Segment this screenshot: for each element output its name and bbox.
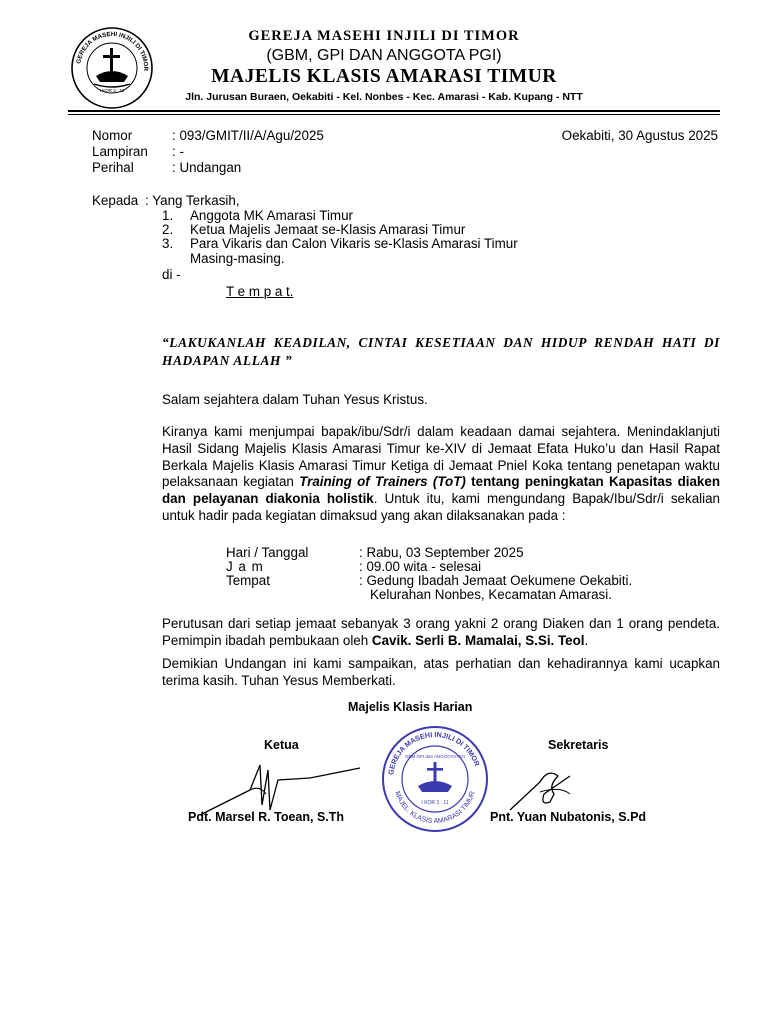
recipient-tempat: T e m p a t. bbox=[226, 284, 294, 299]
schedule-value-place: : Gedung Ibadah Jemaat Oekumene Oekabiti. bbox=[359, 573, 633, 588]
p1-intro: Kiranya kami menjumpai bapak/ibu/Sdr/i dalam keadaan damai sejahtera. Menindaklanjuti Hasil Sidang Majelis Klasis Amarasi Timur ke-XIV di Jemaat Efata Huko’u dan Hasil Rapat Berkala Majelis Klasis Amarasi Timur Ketiga di Jemaat Pniel Koka tentang penetapan waktu pelaksanaan kegiatan bbox=[162, 424, 720, 490]
perihal-value: : Undangan bbox=[172, 160, 242, 175]
salam: Salam sejahtera dalam Tuhan Yesus Kristus. bbox=[162, 392, 428, 407]
stamp-sub: GBM GPI dan ANGGOTA PGI bbox=[405, 754, 465, 759]
recipient-masing: Masing-masing. bbox=[190, 251, 285, 266]
recipient-di: di - bbox=[162, 267, 181, 282]
nomor-label: Nomor bbox=[92, 128, 133, 143]
recipient-num-3: 3. bbox=[162, 236, 174, 251]
lampiran-label: Lampiran bbox=[92, 144, 148, 159]
right-signer-title: Sekretaris bbox=[548, 738, 609, 752]
recipient-item-3: Para Vikaris dan Calon Vikaris se-Klasis Amarasi Timur bbox=[190, 236, 518, 251]
affiliation: (GBM, GPI DAN ANGGOTA PGI) bbox=[266, 47, 502, 64]
body-paragraph-1 bbox=[162, 424, 720, 525]
left-signer-title: Ketua bbox=[264, 738, 299, 752]
body-paragraph-2 bbox=[162, 616, 720, 650]
schedule-label-time: J a m bbox=[226, 559, 264, 574]
place-date: Oekabiti, 30 Agustus 2025 bbox=[561, 128, 718, 143]
stamp-text: GEREJA MASEHI INJILI DI TIMOR bbox=[386, 729, 482, 776]
p1-topic: tentang peningkatan Kapasitas diaken dan pelayanan diakonia holistik bbox=[162, 474, 720, 507]
logo-verse: I KOR 3 : 11 bbox=[99, 88, 125, 93]
recipient-item-1: Anggota MK Amarasi Timur bbox=[190, 208, 353, 223]
lampiran-value: : - bbox=[172, 144, 184, 159]
schedule-value-date: : Rabu, 03 September 2025 bbox=[359, 545, 524, 560]
body-paragraph-3: Demikian Undangan ini kami sampaikan, atas perhatian dan kehadirannya kami ucapkan terima kasih. Tuhan Yesus Memberkati. bbox=[162, 656, 720, 688]
logo-text: GEREJA MASEHI INJILI DI TIMOR bbox=[75, 30, 150, 72]
recipient-item-2: Ketua Majelis Jemaat se-Klasis Amarasi Timur bbox=[190, 222, 466, 237]
org-name: GEREJA MASEHI INJILI DI TIMOR bbox=[248, 28, 520, 44]
council-name: MAJELIS KLASIS AMARASI TIMUR bbox=[211, 66, 557, 87]
stamp-verse: I KOR 3 : 11 bbox=[421, 800, 449, 806]
svg-text:MAJEL. KLASIS AMARASI TIMUR bbox=[393, 791, 476, 826]
p1-rest: . Untuk itu, kami mengundang Bapak/Ibu/Sdr/i sekalian untuk hadir pada kegiatan dimaksud yang akan dilaksanakan pada : bbox=[162, 491, 720, 523]
perihal-label: Perihal bbox=[92, 160, 134, 175]
p1-tot: Training of Trainers (ToT) bbox=[299, 474, 466, 490]
p2-leader-name: Cavik. Serli B. Mamalai, S.Si. Teol bbox=[371, 632, 585, 648]
address: Jln. Jurusan Buraen, Oekabiti - Kel. Nonbes - Kec. Amarasi - Kab. Kupang - NTT bbox=[185, 91, 583, 103]
signature-heading: Majelis Klasis Harian bbox=[348, 700, 473, 714]
header-rule-thin bbox=[68, 114, 720, 115]
schedule-label-date: Hari / Tanggal bbox=[226, 545, 309, 560]
recipient-label: Kepada bbox=[92, 193, 139, 208]
header-rule bbox=[68, 110, 720, 112]
recipient-num-2: 2. bbox=[162, 222, 174, 237]
motto: “LAKUKANLAH KEADILAN, CINTAI KESETIAAN DAN HIDUP RENDAH HATI DI HADAPAN ALLAH ” bbox=[162, 335, 720, 368]
nomor-value: : 093/GMIT/II/A/Agu/2025 bbox=[172, 128, 324, 143]
left-signer-name: Pdt. Marsel R. Toean, S.Th bbox=[188, 810, 345, 824]
schedule-place-extra: Kelurahan Nonbes, Kecamatan Amarasi. bbox=[370, 587, 612, 602]
p2-text: Perutusan dari setiap jemaat sebanyak 3 orang yakni 2 orang Diaken dan 1 orang pendeta. Pemimpin ibadah pembukaan oleh bbox=[162, 616, 720, 648]
official-stamp bbox=[380, 724, 490, 834]
recipient-num-1: 1. bbox=[162, 208, 174, 223]
stamp-bottom: MAJEL. KLASIS AMARASI TIMUR bbox=[393, 790, 477, 826]
right-signer-name: Pnt. Yuan Nubatonis, S.Pd bbox=[490, 810, 647, 824]
schedule-value-time: : 09.00 wita - selesai bbox=[359, 559, 482, 574]
schedule-label-place: Tempat bbox=[226, 573, 270, 588]
right-signature bbox=[500, 762, 600, 817]
recipient-greeting: : Yang Terkasih, bbox=[145, 193, 240, 208]
p2-end: . bbox=[584, 632, 589, 648]
